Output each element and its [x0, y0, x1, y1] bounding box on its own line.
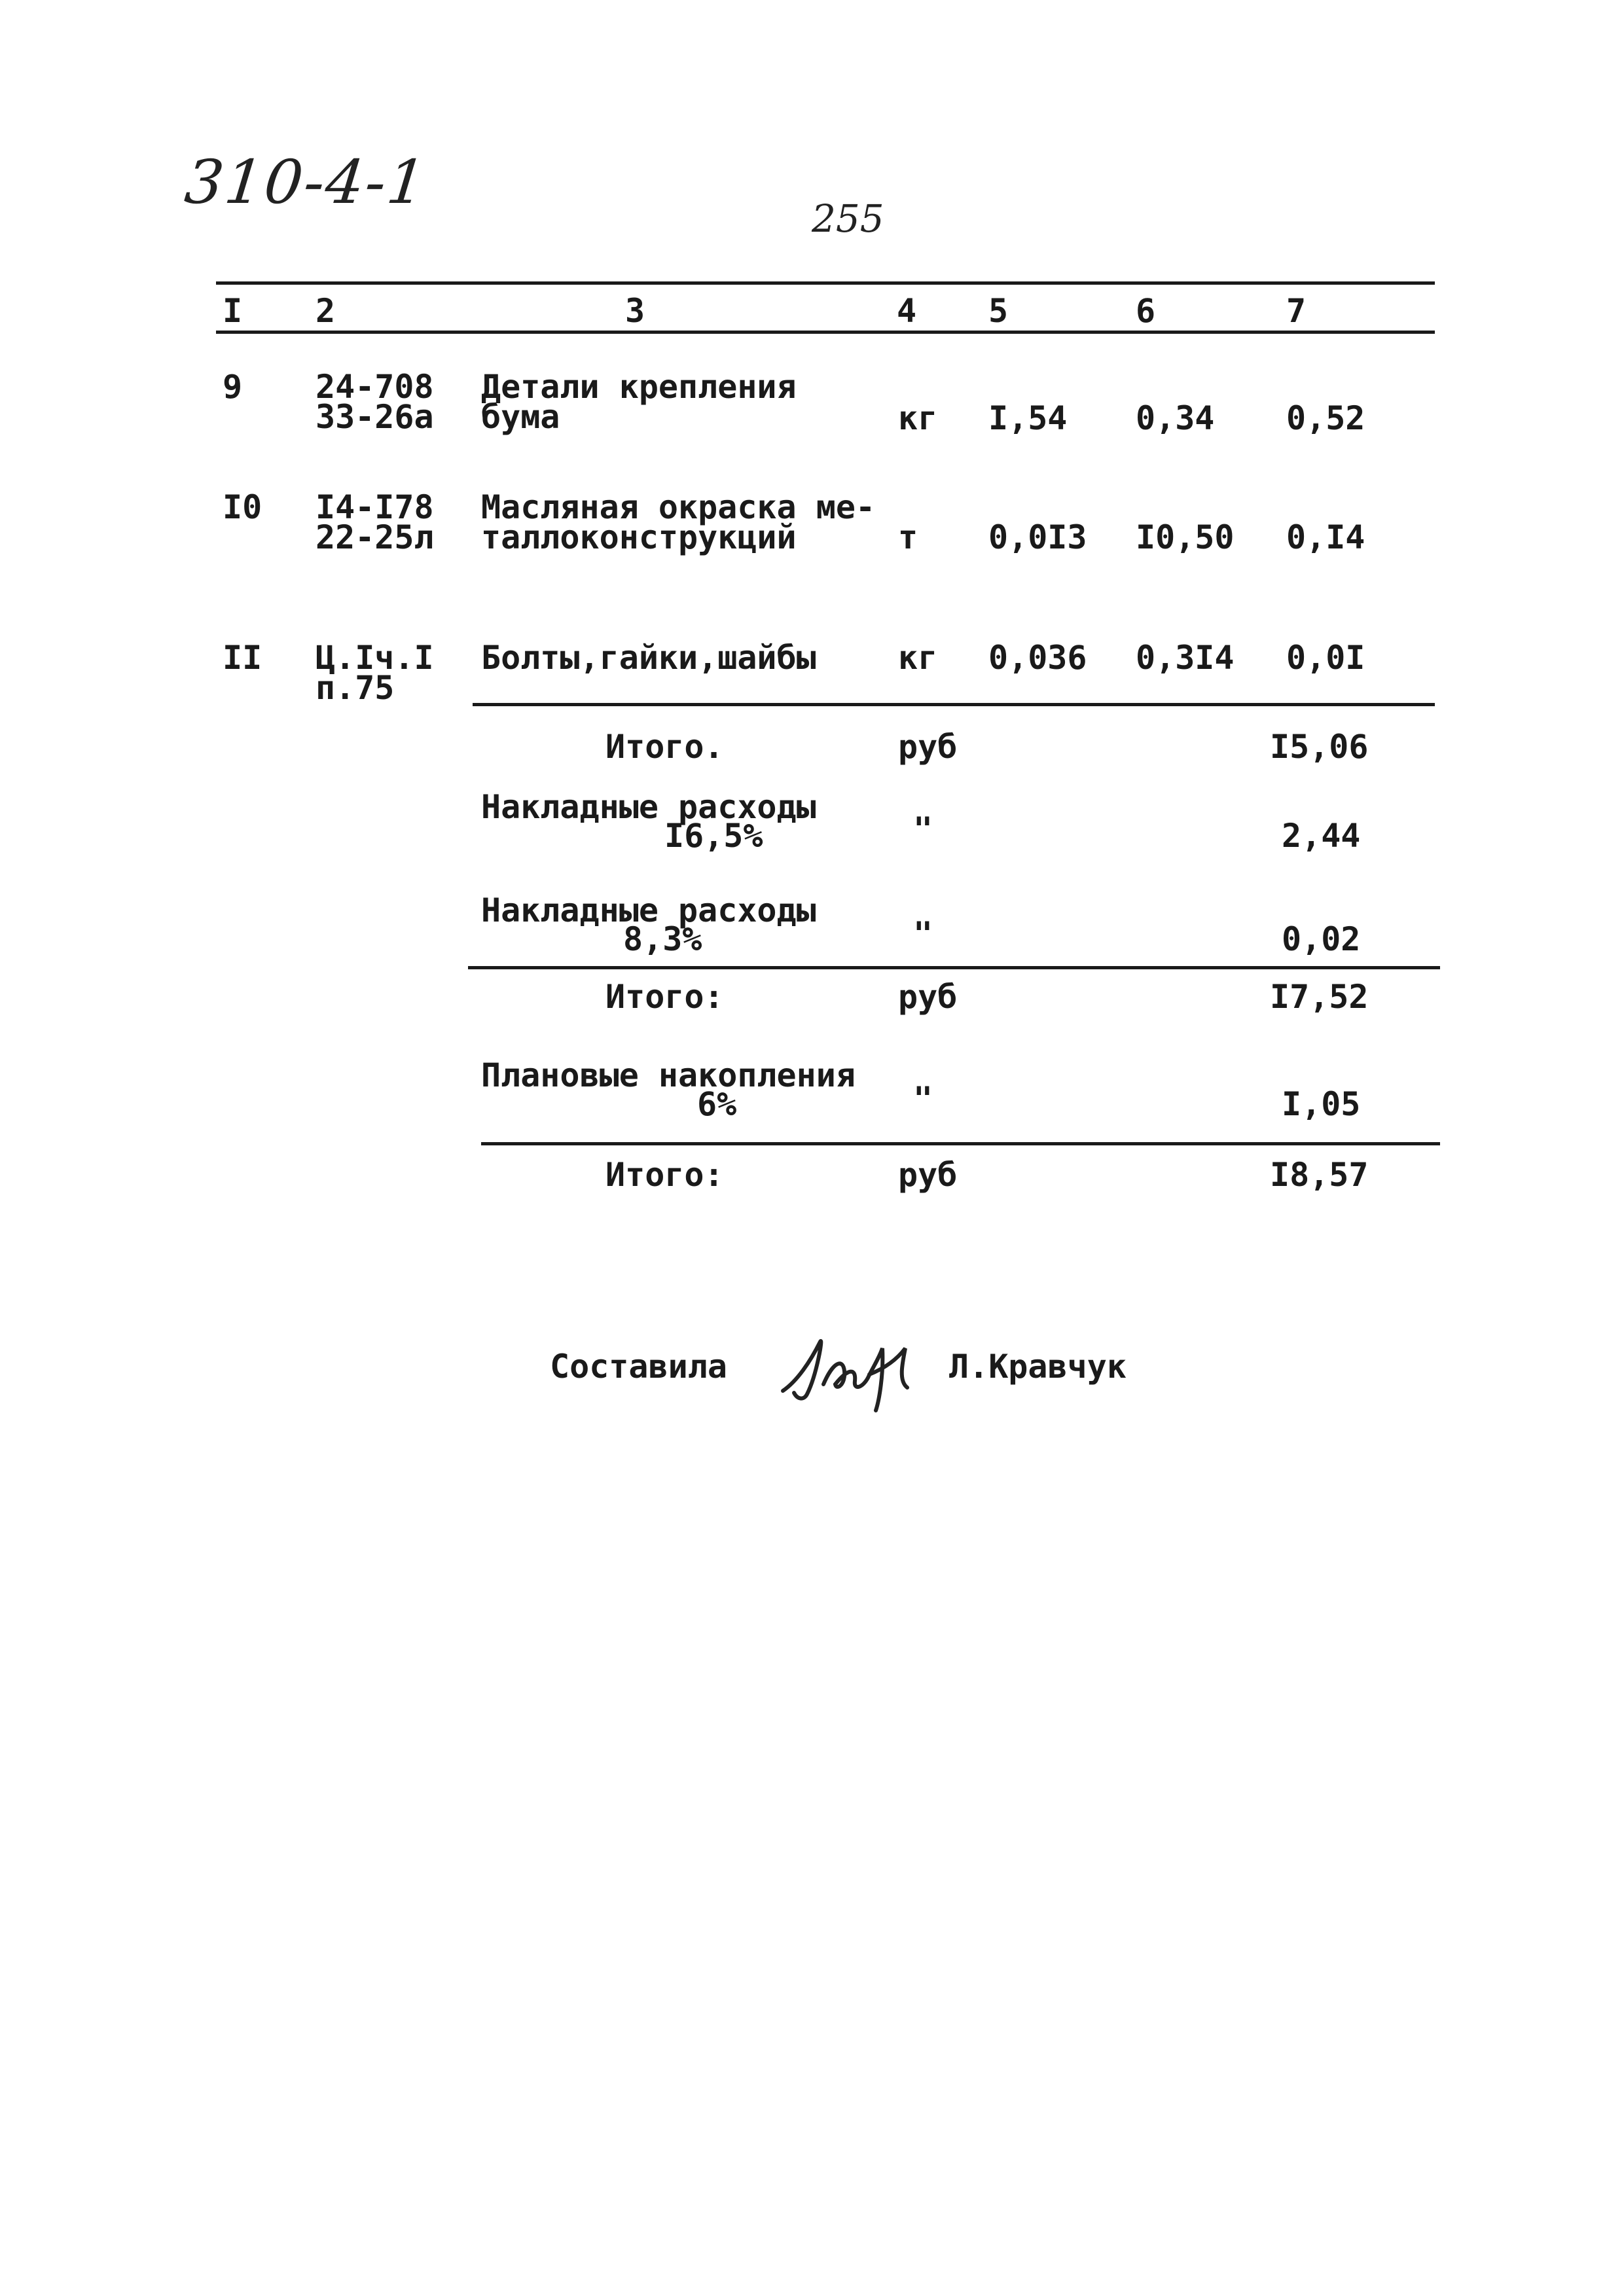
row-price: I0,50: [1136, 518, 1235, 556]
row-quantity: 0,0I3: [988, 518, 1087, 556]
total-label: Итого:: [605, 1156, 724, 1194]
total-unit: руб: [898, 1156, 958, 1194]
row-name: Масляная окраска ме-: [481, 488, 876, 526]
overhead-value: 0,02: [1282, 920, 1361, 958]
total-unit: руб: [898, 978, 958, 1016]
row-quantity: 0,036: [988, 639, 1087, 677]
total-unit: руб: [898, 728, 958, 766]
planned-savings-rate: 6%: [697, 1085, 737, 1123]
overhead-value: 2,44: [1282, 817, 1361, 855]
row-number: 9: [223, 368, 243, 406]
row-total: 0,I4: [1286, 518, 1365, 556]
planned-savings-unit: ": [913, 1080, 933, 1118]
compiler-name: Л.Кравчук: [949, 1348, 1127, 1386]
total-label: Итого:: [605, 978, 724, 1016]
overhead-label: Накладные расходы: [481, 891, 816, 929]
row-code: 24-708: [316, 368, 434, 406]
table-top-rule: [216, 281, 1435, 285]
total-value: I7,52: [1270, 978, 1369, 1016]
row-code: Ц.Iч.I: [316, 639, 434, 677]
row-unit: т: [898, 518, 918, 556]
row-code: I4-I78: [316, 488, 434, 526]
row-total: 0,0I: [1286, 639, 1365, 677]
planned-savings-label: Плановые накопления: [481, 1056, 856, 1094]
total-rule: [481, 1142, 1440, 1145]
document-number: 310-4-1: [181, 147, 431, 217]
row-number: I0: [223, 488, 262, 526]
row-name: бума: [481, 398, 560, 436]
table-header-rule: [216, 331, 1435, 334]
row-price: 0,3I4: [1136, 639, 1235, 677]
row-name: Детали крепления: [481, 368, 797, 406]
col-header-2: 2: [316, 292, 336, 330]
row-total: 0,52: [1286, 399, 1365, 437]
total-label: Итого.: [605, 728, 724, 766]
row-quantity: I,54: [988, 399, 1068, 437]
planned-savings-value: I,05: [1282, 1085, 1361, 1123]
col-header-7: 7: [1286, 292, 1307, 330]
compiled-by-label: Составила: [550, 1348, 727, 1386]
overhead-unit: ": [913, 915, 933, 953]
row-code: п.75: [316, 669, 395, 707]
row-unit: кг: [898, 639, 938, 677]
total-value: I5,06: [1270, 728, 1369, 766]
overhead-label: Накладные расходы: [481, 788, 816, 826]
col-header-4: 4: [897, 292, 917, 330]
overhead-rate: I6,5%: [664, 817, 763, 855]
total-value: I8,57: [1270, 1156, 1369, 1194]
overhead-rate: 8,3%: [623, 920, 702, 958]
col-header-3: 3: [625, 292, 645, 330]
page-number: 255: [812, 196, 884, 241]
col-header-6: 6: [1136, 292, 1156, 330]
row-name: Болты,гайки,шайбы: [481, 639, 816, 677]
row-name: таллоконструкций: [481, 518, 797, 556]
row-number: II: [223, 639, 262, 677]
row-code: 22-25л: [316, 518, 434, 556]
col-header-5: 5: [988, 292, 1009, 330]
overhead-unit: ": [913, 810, 933, 848]
row-unit: кг: [898, 399, 938, 437]
row-code: 33-26а: [316, 398, 434, 436]
subtotal-rule: [473, 703, 1435, 706]
row-price: 0,34: [1136, 399, 1215, 437]
handwritten-signature: [771, 1322, 928, 1420]
col-header-1: I: [223, 292, 243, 330]
subtotal-rule: [468, 966, 1440, 969]
